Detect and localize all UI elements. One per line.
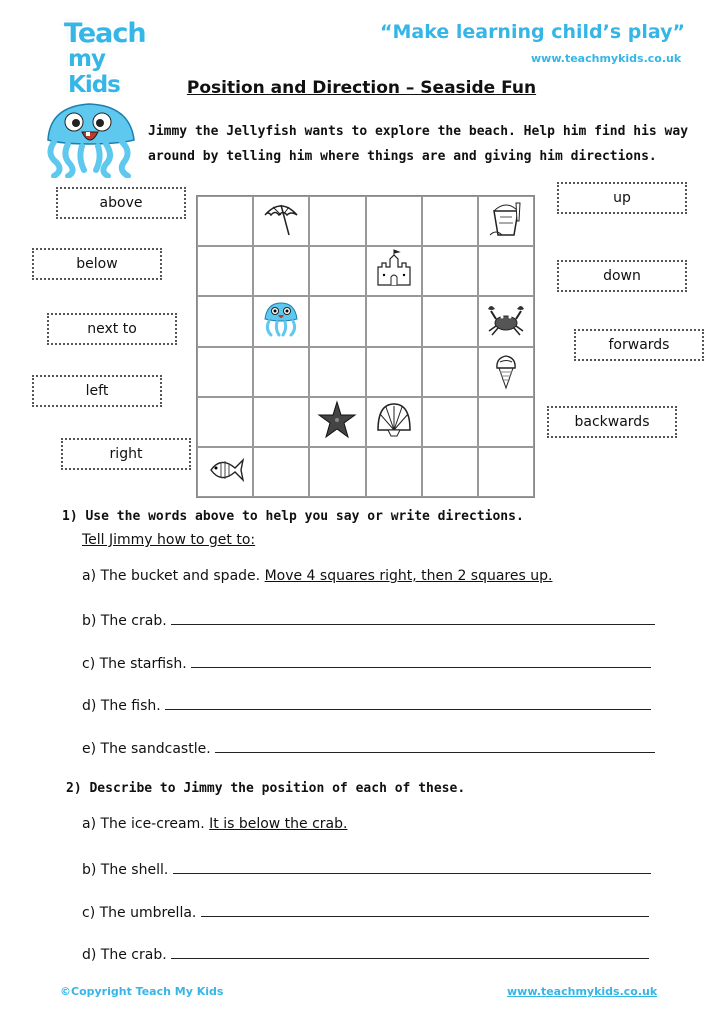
word-box-backwards: backwards xyxy=(547,406,677,438)
crab-icon xyxy=(486,299,526,343)
sandcastle-icon xyxy=(374,249,414,293)
grid-cell xyxy=(478,447,534,497)
header-site-url: www.teachmykids.co.uk xyxy=(531,52,682,65)
word-box-next-to: next to xyxy=(47,313,177,345)
grid-cell xyxy=(309,246,365,296)
word-box-below: below xyxy=(32,248,162,280)
question-2d xyxy=(82,944,649,963)
grid-cell xyxy=(422,246,478,296)
grid-cell xyxy=(422,296,478,346)
grid-cell xyxy=(478,296,534,346)
ice-cream-icon xyxy=(486,350,526,394)
answer-line-2c[interactable] xyxy=(201,902,649,917)
question-2c xyxy=(82,902,649,921)
grid-cell xyxy=(366,347,422,397)
starfish-icon xyxy=(317,400,357,444)
grid-cell xyxy=(253,447,309,497)
grid-cell xyxy=(309,397,365,447)
word-box-left: left xyxy=(32,375,162,407)
question-1c-prompt: c) The starfish. xyxy=(82,656,187,672)
grid-cell xyxy=(309,447,365,497)
grid-cell xyxy=(366,196,422,246)
answer-line-1c[interactable] xyxy=(191,653,651,668)
question-1d-prompt: d) The fish. xyxy=(82,698,161,714)
grid-cell xyxy=(197,397,253,447)
grid-cell xyxy=(309,347,365,397)
answer-line-2b[interactable] xyxy=(173,859,651,874)
question-2a-prompt: a) The ice-cream. xyxy=(82,816,205,832)
fish-icon xyxy=(205,450,245,494)
question-1d xyxy=(82,695,651,714)
section1-heading: 1) Use the words above to help you say or write directions. xyxy=(62,509,524,524)
logo-line-2: my Kids xyxy=(68,46,120,98)
grid-cell xyxy=(253,246,309,296)
grid-cell xyxy=(197,347,253,397)
grid-cell xyxy=(197,296,253,346)
question-2c-prompt: c) The umbrella. xyxy=(82,905,197,921)
footer-url-link[interactable]: www.teachmykids.co.uk xyxy=(507,985,658,998)
word-box-right: right xyxy=(61,438,191,470)
answer-line-1e[interactable] xyxy=(215,738,655,753)
question-1a-answer: Move 4 squares right, then 2 squares up. xyxy=(264,568,553,584)
section1-subheading: Tell Jimmy how to get to: xyxy=(82,532,256,548)
question-1b xyxy=(82,610,655,629)
grid-cell xyxy=(478,397,534,447)
grid-cell xyxy=(422,397,478,447)
word-box-down: down xyxy=(557,260,687,292)
jellyfish-icon xyxy=(261,299,301,343)
grid-cell xyxy=(197,196,253,246)
grid-cell xyxy=(366,246,422,296)
grid-cell xyxy=(478,347,534,397)
question-2a xyxy=(82,816,347,832)
teach-my-kids-logo xyxy=(58,18,162,98)
question-1b-prompt: b) The crab. xyxy=(82,613,167,629)
grid-cell xyxy=(478,196,534,246)
section2-heading: 2) Describe to Jimmy the position of each of these. xyxy=(66,781,466,796)
grid-cell xyxy=(253,196,309,246)
grid-cell xyxy=(253,397,309,447)
question-2a-answer: It is below the crab. xyxy=(209,816,348,832)
umbrella-icon xyxy=(261,199,301,243)
grid-cell xyxy=(197,447,253,497)
page-title: Position and Direction – Seaside Fun xyxy=(186,78,537,98)
grid-cell xyxy=(478,246,534,296)
question-2b xyxy=(82,859,651,878)
grid-cell xyxy=(253,347,309,397)
jellyfish-icon xyxy=(38,100,142,178)
bucket-spade-icon xyxy=(486,199,526,243)
grid-cell xyxy=(366,397,422,447)
grid-cell xyxy=(422,447,478,497)
grid-cell xyxy=(197,246,253,296)
answer-line-1b[interactable] xyxy=(171,610,655,625)
question-1c xyxy=(82,653,651,672)
logo-line-1: Teach xyxy=(64,18,146,49)
shell-icon xyxy=(374,400,414,444)
question-2b-prompt: b) The shell. xyxy=(82,862,169,878)
answer-line-1d[interactable] xyxy=(165,695,651,710)
intro-text: Jimmy the Jellyfish wants to explore the beach. Help him find his way around by telling him where things are and giving him directions. xyxy=(148,124,689,164)
answer-line-2d[interactable] xyxy=(171,944,649,959)
word-box-above: above xyxy=(56,187,186,219)
footer-copyright: ©Copyright Teach My Kids xyxy=(60,985,224,998)
question-1a xyxy=(82,568,552,584)
grid-cell xyxy=(422,347,478,397)
grid-cell xyxy=(309,296,365,346)
grid-cell xyxy=(309,196,365,246)
grid-cell xyxy=(366,447,422,497)
word-box-up: up xyxy=(557,182,687,214)
tagline: “Make learning child’s play” xyxy=(380,21,685,43)
question-1e xyxy=(82,738,655,757)
grid-cell xyxy=(366,296,422,346)
question-2d-prompt: d) The crab. xyxy=(82,947,167,963)
grid-cell xyxy=(253,296,309,346)
question-1a-prompt: a) The bucket and spade. xyxy=(82,568,261,584)
question-1e-prompt: e) The sandcastle. xyxy=(82,741,211,757)
grid-cell xyxy=(422,196,478,246)
position-grid xyxy=(196,195,535,498)
word-box-forwards: forwards xyxy=(574,329,704,361)
